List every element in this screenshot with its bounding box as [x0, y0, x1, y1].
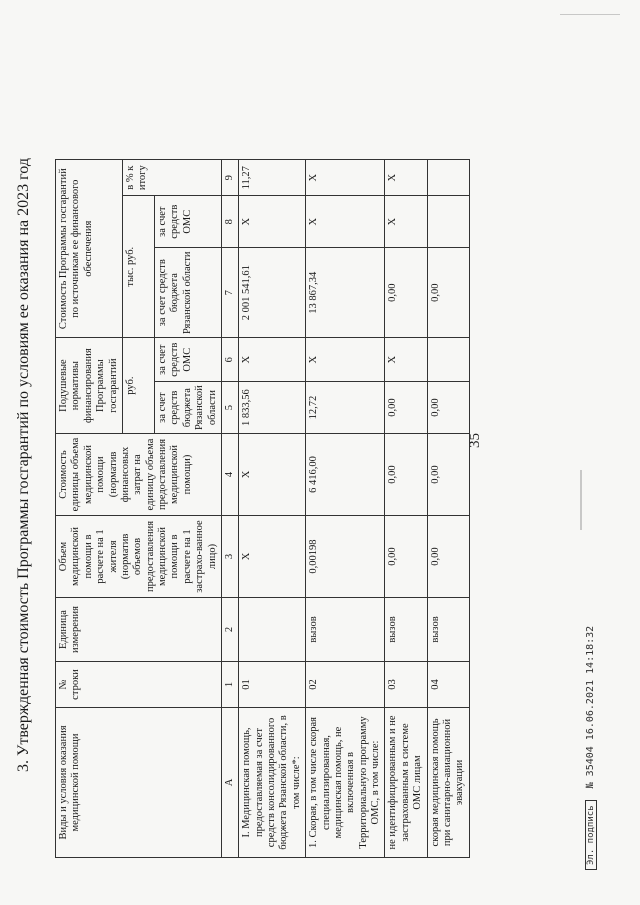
column-number: А: [221, 708, 238, 858]
column-number: 4: [221, 434, 238, 516]
header-unit-cost: Стоимость единицы объема медицинской помощи (норматив финансовых затрат на единицу объема предоставления медицинской помощи): [56, 434, 222, 516]
header-type: Виды и условия оказания медицинской помощи: [56, 708, 222, 858]
column-number: 1: [221, 662, 238, 708]
row-budget-cost: 0,00: [385, 248, 427, 338]
table-row: [385, 160, 427, 858]
row-unit-cost: 0,00: [385, 434, 427, 516]
header-per-capita: Подушевые нормативы финансирования Программы госгарантий: [56, 338, 123, 434]
row-unit: вызов: [427, 598, 469, 662]
row-budget-percapita: 0,00: [385, 382, 427, 434]
row-oms-percapita: X: [239, 338, 306, 382]
column-number: 8: [221, 196, 238, 248]
row-volume: 0,00: [385, 516, 427, 598]
row-budget-cost: 13 867,34: [306, 248, 385, 338]
row-number: 03: [385, 662, 427, 708]
row-number: 04: [427, 662, 469, 708]
row-name: I. Медицинская помощь, предоставляемая за счет средств консолидированного бюджета Рязанской области, в том числе*:: [239, 708, 306, 858]
document-footer: [585, 270, 597, 870]
row-budget-percapita: 0,00: [427, 382, 469, 434]
header-budget-percapita: за счет средств бюджета Рязанской области: [155, 382, 222, 434]
header-unit-rub: руб.: [122, 338, 154, 434]
row-percent: X: [306, 160, 385, 196]
row-name: 1. Скорая, в том числе скорая специализированная, медицинская помощь, не включенная в Территориальную программу ОМС, в том числе:: [306, 708, 385, 858]
row-volume: 0,00198: [306, 516, 385, 598]
column-number: 9: [221, 160, 238, 196]
row-percent: [427, 160, 469, 196]
document-reference: № 35404 16.06.2021 14:18:32: [585, 625, 596, 789]
column-number: 6: [221, 338, 238, 382]
header-unit: Единица измерения: [56, 598, 222, 662]
rotated-page: [15, 40, 610, 890]
header-percent: в % к итогу: [122, 160, 221, 196]
row-unit: [239, 598, 306, 662]
row-oms-percapita: X: [385, 338, 427, 382]
row-volume: 0,00: [427, 516, 469, 598]
header-unit-thousand-rub: тыс. руб.: [122, 196, 154, 338]
cost-table: [55, 159, 470, 858]
row-unit-cost: 0,00: [427, 434, 469, 516]
row-number: 01: [239, 662, 306, 708]
row-name: не идентифицированным и не застрахованным в системе ОМС лицам: [385, 708, 427, 858]
row-budget-cost: 0,00: [427, 248, 469, 338]
scan-speck: [580, 470, 582, 530]
row-unit: вызов: [385, 598, 427, 662]
header-volume: Объем медицинской помощи в расчете на 1 жителя (норматив объемов предоставления медицинской помощи в расчете на 1 застрахо-ванное лицо): [56, 516, 222, 598]
row-number: 02: [306, 662, 385, 708]
row-budget-cost: 2 001 541,61: [239, 248, 306, 338]
table-row: [306, 160, 385, 858]
row-oms-cost: X: [239, 196, 306, 248]
header-row-number: № строки: [56, 662, 222, 708]
column-number: 3: [221, 516, 238, 598]
row-percent: 11,27: [239, 160, 306, 196]
document-title: 3. Утвержденная стоимость Программы госгарантий по условиям ее оказания на 2023 год: [15, 158, 32, 772]
row-oms-cost: [427, 196, 469, 248]
row-oms-percapita: X: [306, 338, 385, 382]
table-row: [427, 160, 469, 858]
signature-stamp: Эл. подпись: [585, 800, 597, 870]
column-number: 7: [221, 248, 238, 338]
row-volume: X: [239, 516, 306, 598]
row-budget-percapita: 1 833,56: [239, 382, 306, 434]
header-oms-percapita: за счет средств ОМС: [155, 338, 222, 382]
row-unit-cost: X: [239, 434, 306, 516]
column-number: 5: [221, 382, 238, 434]
row-oms-percapita: [427, 338, 469, 382]
header-budget-cost: за счет средств бюджета Рязанской области: [155, 248, 222, 338]
header-program-cost: Стоимость Программы госгарантий по источникам ее финансового обеспечения: [56, 160, 123, 338]
column-numbering-row: [221, 160, 238, 858]
row-oms-cost: X: [306, 196, 385, 248]
page-number: 35: [467, 433, 483, 448]
row-unit-cost: 6 416,00: [306, 434, 385, 516]
row-budget-percapita: 12,72: [306, 382, 385, 434]
column-number: 2: [221, 598, 238, 662]
row-unit: вызов: [306, 598, 385, 662]
table-row: [239, 160, 306, 858]
row-name: скорая медицинская помощь при санитарно-авиационной эвакуации: [427, 708, 469, 858]
scan-speck: [560, 14, 620, 15]
row-percent: X: [385, 160, 427, 196]
header-oms-cost: за счет средств ОМС: [155, 196, 222, 248]
table-header-row: [56, 160, 123, 858]
row-oms-cost: X: [385, 196, 427, 248]
